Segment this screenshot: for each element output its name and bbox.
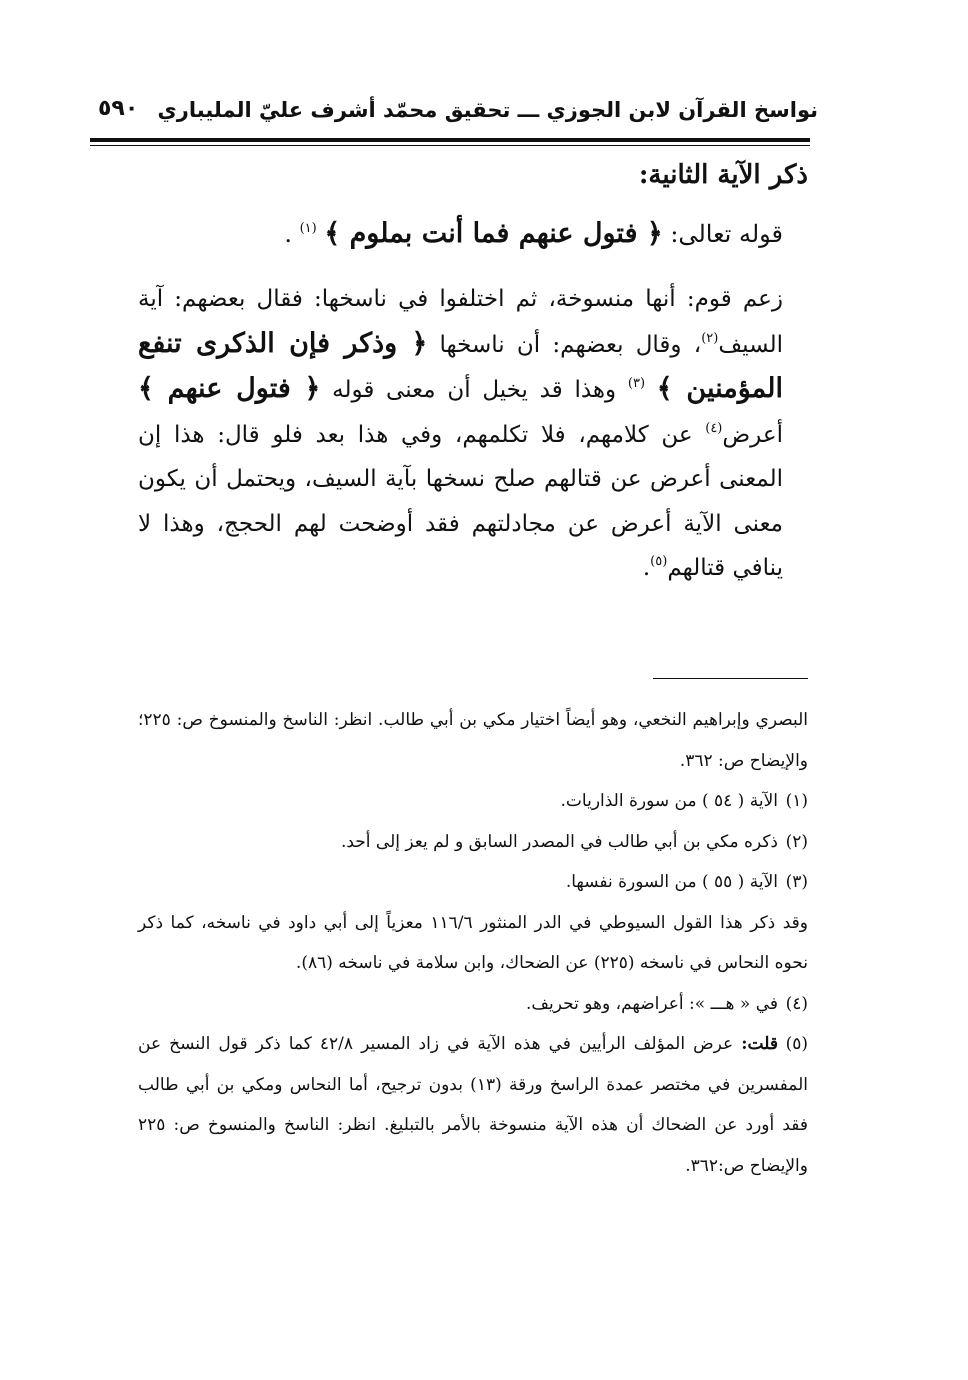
page-header xyxy=(90,94,818,134)
footnote-4 xyxy=(138,984,808,1025)
footnote-ref-4: (٤) xyxy=(705,420,723,436)
footnote-separator xyxy=(653,678,808,679)
footnote-ref-2: (٢) xyxy=(701,330,719,346)
para-text-6: . xyxy=(642,555,651,581)
footnote-text: الآية ( ٥٥ ) من السورة نفسها. xyxy=(565,872,778,892)
header-rule-thin xyxy=(90,145,810,146)
footnote-continuation: البصري وإبراهيم النخعي، وهو أيضاً اختيار مكي بن أبي طالب. انظر: الناسخ والمنسوخ ص: ٢٢٥؛ والإيضاح ص: ٣٦٢. xyxy=(138,710,808,771)
footnote-5 xyxy=(138,1024,808,1186)
verse-end: . xyxy=(284,220,300,248)
section-heading: ذكر الآية الثانية: xyxy=(638,160,808,190)
footnote-3 xyxy=(138,862,808,903)
footnote-bold-lead: قلت: xyxy=(741,1034,778,1054)
footnote-2 xyxy=(138,822,808,863)
footnote-number: (١) xyxy=(785,791,808,811)
footnote-ref-1: (١) xyxy=(299,221,317,236)
footnote-text: عرض المؤلف الرأيين في هذه الآية في زاد المسير ٤٢/٨ كما ذكر قول النسخ عن المفسرين في مختصر عمدة الراسخ ورقة (١٣) بدون ترجيح، أما النحاس ومكي بن أبي طالب فقد أورد عن الضحاك أن هذه الآية منسوخة بالأمر بالتبليغ. انظر: الناسخ والمنسوخ ص: ٢٢٥ والإيضاح ص:٣٦٢. xyxy=(138,1034,809,1176)
footnote-number: (٢) xyxy=(785,831,808,852)
body-paragraph xyxy=(138,277,808,591)
running-title: نواسخ القرآن لابن الجوزي ـــ تحقيق محمّد أشرف عليّ المليباري xyxy=(157,98,818,122)
footnote-1 xyxy=(138,781,808,822)
footnote-number: (٣) xyxy=(785,872,808,892)
para-text-3: وهذا قد يخيل أن معنى قوله xyxy=(320,377,628,403)
footnote-ref-3: (٣) xyxy=(627,376,646,391)
footnote-3-continuation: وقد ذكر هذا القول السيوطي في الدر المنثور ١١٦/٦ معزياً إلى أبي داود في ناسخه، كما ذكر نحوه النحاس في ناسخه (٢٢٥) عن الضحاك، وابن سلامة في ناسخه (٨٦). xyxy=(138,912,808,973)
header-rule-thick xyxy=(90,138,810,142)
quran-verse: ﴿ فتول عنهم فما أنت بملوم ﴾ xyxy=(324,218,663,249)
footnote-text: الآية ( ٥٤ ) من سورة الذاريات. xyxy=(560,791,778,811)
footnote-text: في « هـــ »: أعراضهم، وهو تحريف. xyxy=(526,993,778,1014)
footnote-number: (٤) xyxy=(785,993,808,1014)
quran-verse-3: ﴿ فتول عنهم ﴾ xyxy=(138,373,321,404)
footnote-number: (٥) xyxy=(785,1034,808,1054)
para-text-4: أعرض xyxy=(722,421,783,448)
para-text-2: ، وقال بعضهم: أن ناسخها xyxy=(427,331,702,358)
footnote-ref-5: (٥) xyxy=(650,554,668,569)
footnotes xyxy=(138,700,808,1186)
footnote-text: ذكره مكي بن أبي طالب في المصدر السابق و لم يعز إلى أحد. xyxy=(340,831,778,852)
page-number: ٥٩٠ xyxy=(98,96,139,121)
verse-intro: قوله تعالى: xyxy=(662,220,783,248)
para-text-1: زعم قوم: أنها منسوخة، ثم اختلفوا في ناسخها: فقال بعضهم: آية السيف xyxy=(138,286,783,358)
verse-line xyxy=(284,218,783,249)
quran-verse-2: ﴿ وذكر فإن الذكرى تنفع المؤمنين ﴾ xyxy=(138,327,783,404)
para-text-5: عن كلامهم، فلا تكلمهم، وفي هذا بعد فلو قال: هذا إن المعنى أعرض عن قتالهم صلح نسخها بآية السيف، ويحتمل أن يكون معنى الآية أعرض عن مجادلتهم فقد أوضحت لهم الحجج، وهذا لا ينافي قتالهم xyxy=(138,421,783,581)
